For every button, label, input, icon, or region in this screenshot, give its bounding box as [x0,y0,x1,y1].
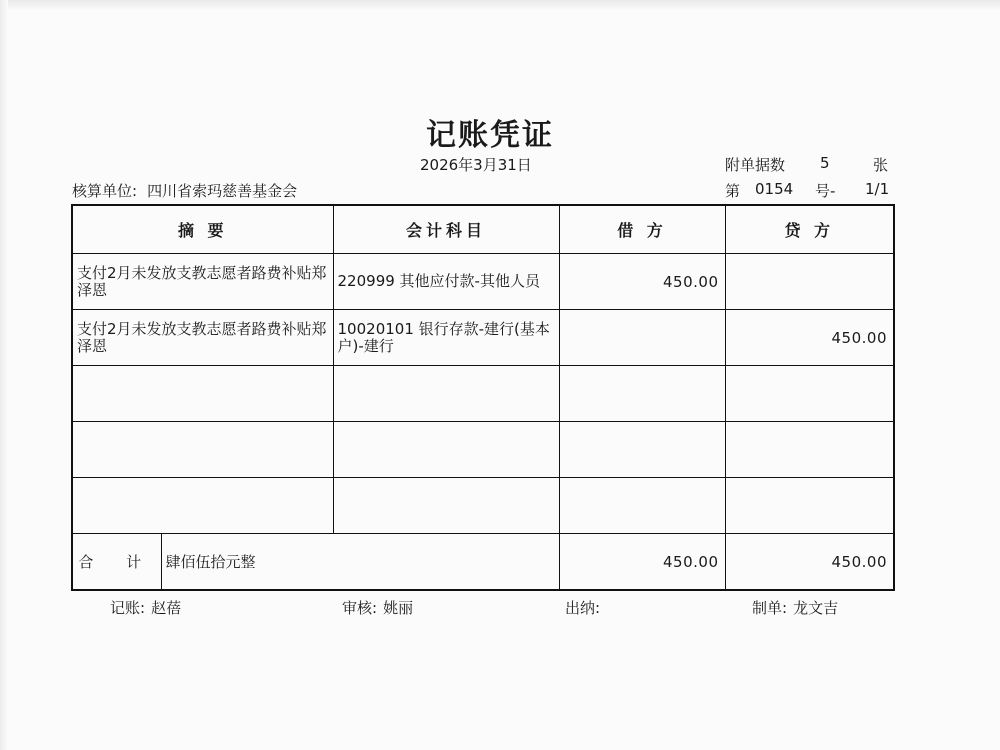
table-row [72,366,894,422]
voucher-table [71,204,895,591]
total-credit: 450.00 [725,534,894,591]
row-account [333,366,559,422]
serial-prefix: 第 [725,182,741,200]
row-credit [725,478,894,534]
row-debit [559,310,725,366]
row-account [333,478,559,534]
scan-edge [0,0,1000,10]
total-label: 合 计 [72,534,161,591]
header-credit: 贷 方 [725,205,894,254]
row-credit [725,254,894,310]
row-summary [72,422,333,478]
row-account [333,422,559,478]
accounting-unit-label: 核算单位: [72,182,138,200]
serial-page: 1/1 [865,180,890,198]
reviewer-name: 姚丽 [383,599,414,617]
total-row [72,534,894,591]
header-summary: 摘 要 [72,205,333,254]
table-header-row [72,205,894,254]
accounting-unit-value: 四川省索玛慈善基金会 [147,182,298,200]
serial-number: 0154 [755,180,794,198]
row-account: 220999 其他应付款-其他人员 [333,254,559,310]
voucher-date: 2026年3月31日 [420,156,532,174]
row-credit [725,366,894,422]
attachments-count: 5 [820,154,830,172]
table-row [72,254,894,310]
table-row [72,422,894,478]
cashier-label: 出纳: [565,599,601,617]
attachments-unit: 张 [873,156,889,174]
table-row [72,310,894,366]
accounting-unit [72,180,297,201]
bookkeeper-signature [110,597,181,618]
preparer-name: 龙文吉 [793,599,839,617]
cashier-signature [565,597,606,618]
preparer-label: 制单: [752,599,788,617]
reviewer-signature [342,597,413,618]
row-debit [559,478,725,534]
total-amount-words: 肆佰伍拾元整 [161,534,559,591]
row-credit [725,422,894,478]
row-summary: 支付2月未发放支教志愿者路费补贴郑泽恩 [72,310,333,366]
row-debit [559,366,725,422]
header-debit: 借 方 [559,205,725,254]
total-debit: 450.00 [559,534,725,591]
table-row [72,478,894,534]
row-debit [559,422,725,478]
voucher-title: 记账凭证 [426,118,554,153]
serial-suffix: 号- [815,182,836,200]
row-debit: 450.00 [559,254,725,310]
row-summary [72,366,333,422]
preparer-signature [752,597,838,618]
reviewer-label: 审核: [342,599,378,617]
attachments-label: 附单据数 [725,156,786,174]
row-account: 10020101 银行存款-建行(基本户)-建行 [333,310,559,366]
bookkeeper-name: 赵蓓 [151,599,182,617]
row-summary: 支付2月未发放支教志愿者路费补贴郑泽恩 [72,254,333,310]
bookkeeper-label: 记账: [110,599,146,617]
row-credit: 450.00 [725,310,894,366]
row-summary [72,478,333,534]
header-account: 会计科目 [333,205,559,254]
